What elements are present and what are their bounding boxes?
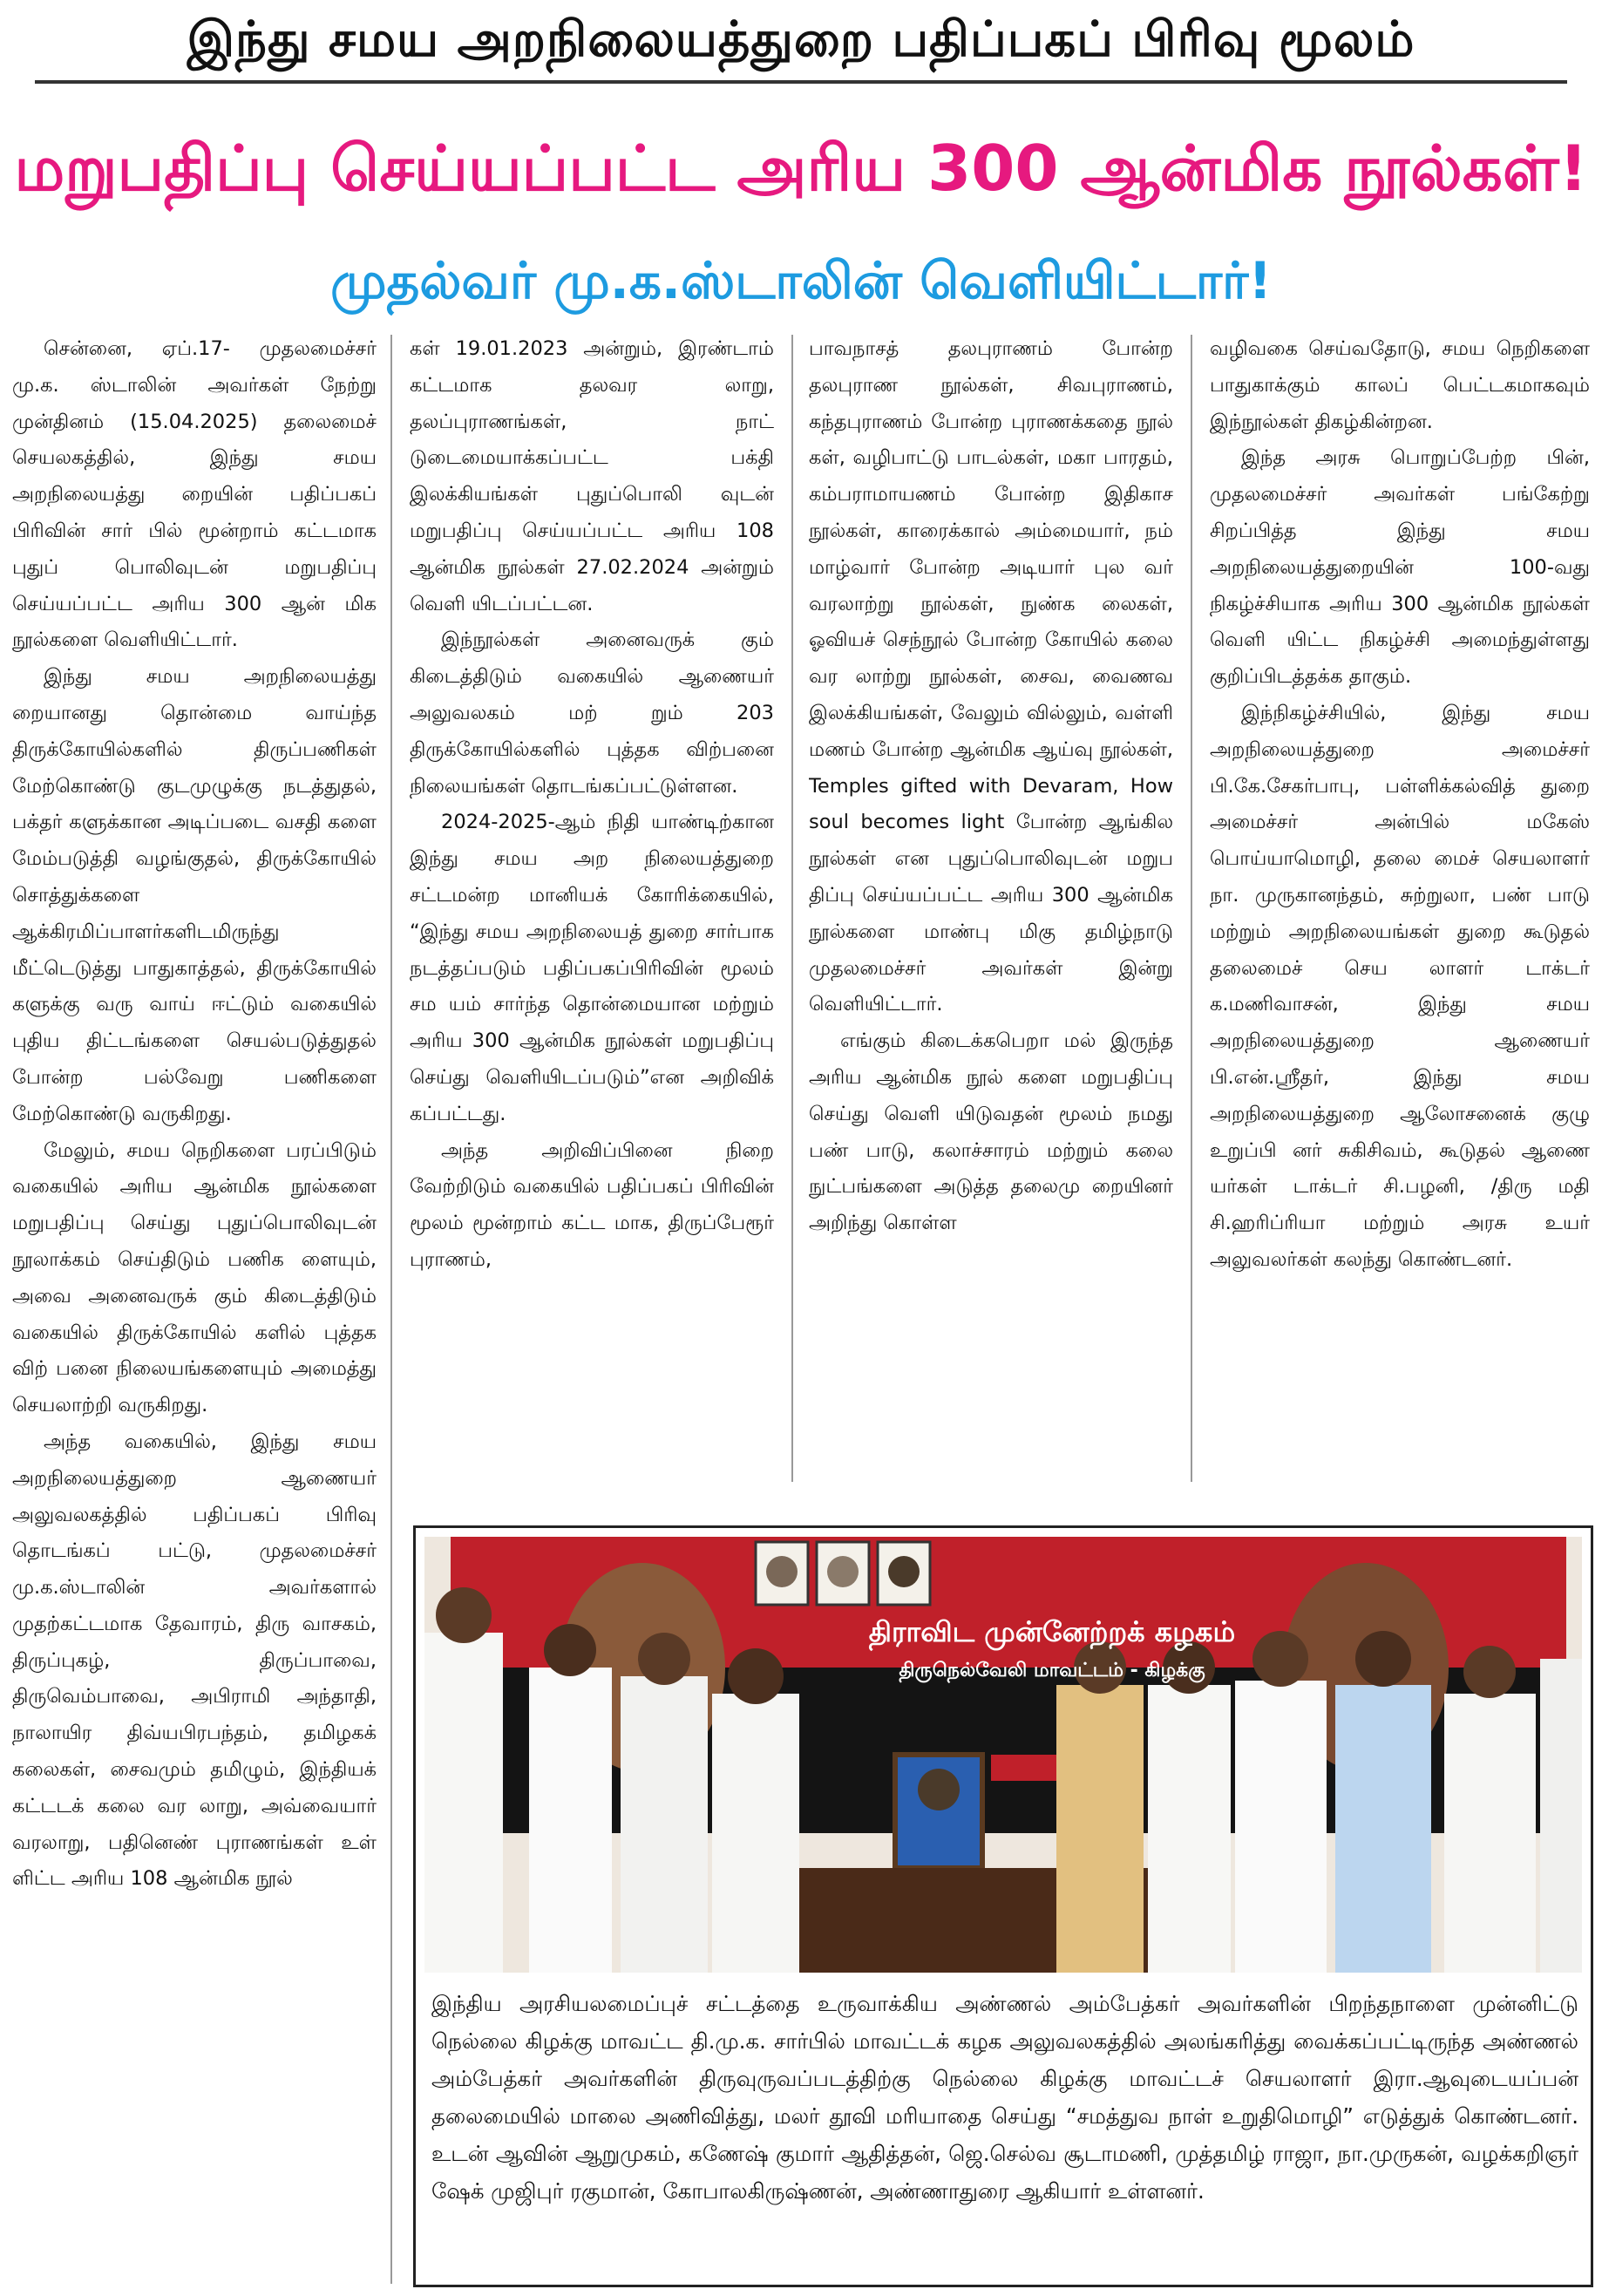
paragraph: அந்த அறிவிப்பினை நிறை வேற்றிடும் வகையில் பதிப்பகப் பிரிவின் மூலம் மூன்றாம் கட்ட மாக, திருப்பேரூர் புராணம், — [410, 1138, 774, 1271]
paragraph: 2024-2025-ஆம் நிதி யாண்டிற்கான இந்து சமய அற நிலையத்துறை சட்டமன்ற மானியக் கோரிக்கையில், “இந்து சமய அறநிலையத் துறை சார்பாக நடத்தப்படும் பதிப்பகப்பிரிவின் மூலம் சம யம் சார்ந்த தொன்மையான மற்றும் அரிய 300 ஆன்மிக நூல்கள் மறுபதிப்பு செய்து வெளியிடப்படும்”என அறிவிக் கப்பட்டது. — [410, 811, 774, 1125]
photo-box — [413, 1525, 1593, 2287]
article-column-4 — [1210, 331, 1590, 1482]
paragraph: இந்நூல்கள் அனைவருக் கும் கிடைத்திடும் வகையில் ஆணையர் அலுவலகம் மற் றும் 203 திருக்கோயில்களில் புத்தக விற்பனை நிலையங்கள் தொடங்கப்பட்டுள்ளன. — [410, 628, 774, 798]
sub-headline: முதல்வர் மு.க.ஸ்டாலின் வெளியிட்டார்! — [330, 251, 1272, 310]
photo-caption: இந்திய அரசியலமைப்புச் சட்டத்தை உருவாக்கிய அண்ணல் அம்பேத்கர் அவர்களின் பிறந்தநாளை முன்னிட்டு நெல்லை கிழக்கு மாவட்ட தி.மு.க. சார்பில் மாவட்டக் கழக அலுவலகத்தில் அலங்கரித்து வைக்கப்பட்டிருந்த அண்ணல் அம்பேத்கர் அவர்களின் திருவுருவப்படத்திற்கு நெல்லை கிழக்கு மாவட்டச் செயலாளர் இரா.ஆவுடையப்பன் தலைமையில் மாலை அணிவித்து, மலர் தூவி மரியாதை செய்து “சமத்துவ நாள் உறுதிமொழி” எடுத்துக் கொண்டனர். உடன் ஆவின் ஆறுமுகம், கணேஷ் குமார் ஆதித்தன், ஜெ.செல்வ சூடாமணி, முத்தமிழ் ராஜா, நா.முருகன், வழக்கறிஞர் ஷேக் முஜிபுர் ரகுமான், கோபாலகிருஷ்ணன், அண்ணாதுரை ஆகியார் உள்ளனர். — [431, 1991, 1578, 2204]
column-divider — [1191, 335, 1192, 1482]
article-column-2 — [410, 331, 774, 1482]
kicker-headline: இந்து சமய அறநிலையத்துறை பதிப்பகப் பிரிவு மூலம் — [187, 11, 1415, 68]
article-column-1 — [12, 331, 377, 2284]
paragraph: கள் 19.01.2023 அன்றும், இரண்டாம் கட்டமாக தலவர லாறு, தலப்புராணங்கள், நாட் டுடைமையாக்கப்பட்ட பக்தி இலக்கியங்கள் புதுப்பொலி வுடன் மறுபதிப்பு செய்யப்பட்ட அரிய 108 ஆன்மிக நூல்கள் 27.02.2024 அன்றும் வெளி யிடப்பட்டன. — [410, 337, 774, 615]
banner-subtitle: திருநெல்வேலி மாவட்டம் - கிழக்கு — [899, 1660, 1205, 1681]
event-photo — [424, 1537, 1582, 1973]
column-divider — [791, 335, 793, 1482]
paragraph: சென்னை, ஏப்.17- முதலமைச்சர் மு.க. ஸ்டாலின் அவர்கள் நேற்று முன்தினம் (15.04.2025) தலைமைச் செயலகத்தில், இந்து சமய அறநிலையத்து றையின் பதிப்பகப் பிரிவின் சார் பில் மூன்றாம் கட்டமாக புதுப் பொலிவுடன் மறுபதிப்பு செய்யப்பட்ட அரிய 300 ஆன் மிக நூல்களை வெளியிட்டார். — [12, 337, 377, 652]
top-rule — [35, 80, 1567, 84]
paragraph: இந்து சமய அறநிலையத்து றையானது தொன்மை வாய்ந்த திருக்கோயில்களில் திருப்பணிகள் மேற்கொண்டு குடமுழுக்கு நடத்துதல், பக்தர் களுக்கான அடிப்படை வசதி களை மேம்படுத்தி வழங்குதல், திருக்கோயில் சொத்துக்களை ஆக்கிரமிப்பாளர்களிடமிருந்து மீட்டெடுத்து பாதுகாத்தல், திருக்கோயில் களுக்கு வரு வாய் ஈட்டும் வகையில் புதிய திட்டங்களை செயல்படுத்துதல் போன்ற பல்வேறு பணிகளை மேற்கொண்டு வருகிறது. — [12, 665, 377, 1125]
article-column-3 — [809, 331, 1173, 1482]
paragraph: எங்கும் கிடைக்கபெறா மல் இருந்த அரிய ஆன்மிக நூல் களை மறுபதிப்பு செய்து வெளி யிடுவதன் மூலம் நமது பண் பாடு, கலாச்சாரம் மற்றும் கலை நுட்பங்களை அடுத்த தலைமு றையினர் அறிந்து கொள்ள — [809, 1029, 1173, 1235]
main-headline: மறுபதிப்பு செய்யப்பட்ட அரிய 300 ஆன்மிக நூல்கள்! — [14, 132, 1588, 205]
paragraph: வழிவகை செய்வதோடு, சமய நெறிகளை பாதுகாக்கும் காலப் பெட்டகமாகவும் இந்நூல்கள் திகழ்கின்றன. — [1210, 337, 1590, 433]
paragraph: இந்த அரசு பொறுப்பேற்ற பின், முதலமைச்சர் அவர்கள் பங்கேற்று சிறப்பித்த இந்து சமய அறநிலையத்துறையின் 100-வது நிகழ்ச்சியாக அரிய 300 ஆன்மிக நூல்கள் வெளி யிட்ட நிகழ்ச்சி அமைந்துள்ளது குறிப்பிடத்தக்க தாகும். — [1210, 446, 1590, 689]
paragraph: மேலும், சமய நெறிகளை பரப்பிடும் வகையில் அரிய ஆன்மிக நூல்களை மறுபதிப்பு செய்து புதுப்பொலிவுடன் நூலாக்கம் செய்திடும் பணிக ளையும், அவை அனைவருக் கும் கிடைத்திடும் வகையில் திருக்கோயில் களில் புத்தக விற் பனை நிலையங்களையும் அமைத்து செயலாற்றி வருகிறது. — [12, 1138, 377, 1417]
paragraph: இந்நிகழ்ச்சியில், இந்து சமய அறநிலையத்துறை அமைச்சர் பி.கே.சேகர்பாபு, பள்ளிக்கல்வித் துறை அமைச்சர் அன்பில் மகேஸ் பொய்யாமொழி, தலை மைச் செயலாளர் நா. முருகானந்தம், சுற்றுலா, பண் பாடு மற்றும் அறநிலையங்கள் துறை கூடுதல் தலைமைச் செய லாளர் டாக்டர் க.மணிவாசன், இந்து சமய அறநிலையத்துறை ஆணையர் பி.என்.ஸ்ரீதர், இந்து சமய அறநிலையத்துறை ஆலோசனைக் குழு உறுப்பி னர் சுகிசிவம், கூடுதல் ஆணை யர்கள் டாக்டர் சி.பழனி, /திரு மதி சி.ஹரிப்ரியா மற்றும் அரசு உயர் அலுவலர்கள் கலந்து கொண்டனர். — [1210, 701, 1590, 1271]
table — [791, 1868, 1209, 1973]
event-photo-illustration — [424, 1537, 1582, 1973]
banner-title: திராவிட முன்னேற்றக் கழகம் — [868, 1615, 1236, 1648]
paragraph: அந்த வகையில், இந்து சமய அறநிலையத்துறை ஆணையர் அலுவலகத்தில் பதிப்பகப் பிரிவு தொடங்கப் பட்டு, முதலமைச்சர் மு.க.ஸ்டாலின் அவர்களால் முதற்கட்டமாக தேவாரம், திரு வாசகம், திருப்புகழ், திருப்பாவை, திருவெம்பாவை, அபிராமி அந்தாதி, நாலாயிர திவ்யபிரபந்தம், தமிழகக் கலைகள், சைவமும் தமிழும், இந்தியக் கட்டடக் கலை வர லாறு, அவ்வையார் வரலாறு, பதினெண் புராணங்கள் உள் ளிட்ட அரிய 108 ஆன்மிக நூல் — [12, 1430, 377, 1891]
paragraph: பாவநாசத் தலபுராணம் போன்ற தலபுராண நூல்கள், சிவபுராணம், கந்தபுராணம் போன்ற புராணக்கதை நூல் கள், வழிபாட்டு பாடல்கள், மகா பாரதம், கம்பராமாயணம் போன்ற இதிகாச நூல்கள், காரைக்கால் அம்மையார், நம் மாழ்வார் போன்ற அடியார் புல வர் வரலாற்று நூல்கள், நுண்க லைகள், ஓவியச் செந்நூல் போன்ற கோயில் கலை வர லாற்று நூல்கள், சைவ, வைணவ இலக்கியங்கள், வேலும் வில்லும், வள்ளி மணம் போன்ற ஆன்மிக ஆய்வு நூல்கள், Temples gifted with Devaram, How soul becomes light போன்ற ஆங்கில நூல்கள் என புதுப்பொலிவுடன் மறுப திப்பு செய்யப்பட்ட அரிய 300 ஆன்மிக நூல்களை மாண்பு மிகு தமிழ்நாடு முதலமைச்சர் அவர்கள் இன்று வெளியிட்டார். — [809, 337, 1173, 1016]
column-divider — [390, 335, 392, 2284]
